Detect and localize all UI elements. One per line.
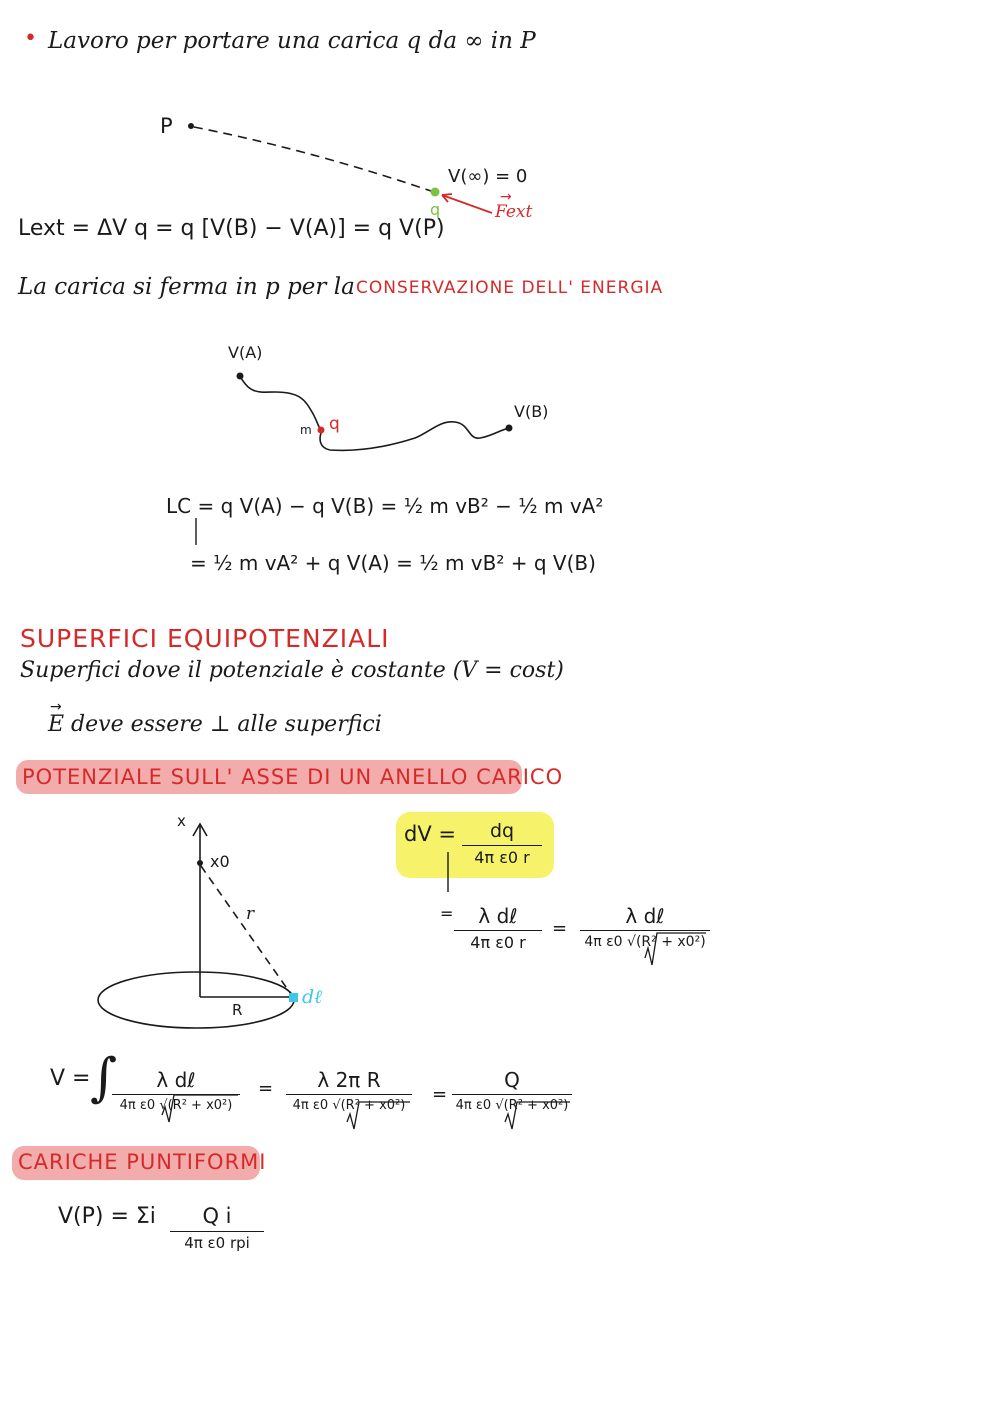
vp-fraction — [170, 1206, 264, 1251]
vp-num: Q i — [202, 1204, 232, 1228]
charge-q-dot — [431, 188, 440, 197]
moving-charge-label: q — [329, 414, 340, 434]
intro-text: Lavoro per portare una carica q da ∞ in P — [48, 28, 536, 54]
v-int-frac1 — [112, 1070, 240, 1112]
dv-cont-bar1 — [454, 930, 542, 931]
v-int-num2: λ 2π R — [317, 1068, 381, 1092]
point-a-label: V(A) — [228, 343, 263, 362]
energy-eq-line1: LC = q V(A) − q V(B) = ½ m vB² − ½ m vA² — [166, 494, 604, 518]
r-dashed-line — [201, 866, 293, 997]
force-vector-arrow: → — [500, 189, 512, 205]
vp-lhs: V(P) = Σi — [58, 1204, 156, 1229]
v-infinity-label: V(∞) = 0 — [448, 166, 528, 187]
dv-lhs: dV = — [404, 822, 456, 846]
force-arrow-line — [442, 195, 492, 213]
conservation-text: La carica si ferma in p per la — [18, 274, 355, 300]
point-charges-title: CARICHE PUNTIFORMI — [18, 1150, 267, 1174]
bullet: • — [24, 26, 37, 51]
dv-cont-den1: 4π ε0 r — [470, 933, 526, 952]
charge-q-label: q — [430, 200, 441, 219]
work-equation: Lext = ΔV q = q [V(B) − V(A)] = q V(P) — [18, 216, 445, 241]
v-int-num3: Q — [504, 1068, 520, 1092]
r-label: r — [246, 904, 255, 924]
equipotential-desc: Superfici dove il potenziale è costante (V = cost) — [20, 658, 564, 683]
dv-cont-den2: 4π ε0 √(R² + x0²) — [584, 934, 706, 950]
ring-ellipse — [98, 972, 294, 1028]
v-int-den1: 4π ε0 √(R² + x0²) — [119, 1098, 233, 1113]
v-int-eq1: = — [258, 1078, 274, 1099]
dashed-path-p-to-q — [194, 127, 434, 192]
mass-label: m — [300, 423, 312, 437]
dv-cont-num2: λ dℓ — [625, 904, 665, 928]
dv-cont-num1: λ dℓ — [478, 904, 518, 928]
v-int-num1: λ dℓ — [156, 1068, 196, 1092]
x0-label: x0 — [210, 852, 230, 871]
point-p-dot — [188, 123, 194, 129]
v-int-frac2 — [286, 1070, 412, 1112]
dv-cont-frac2 — [580, 906, 710, 949]
ring-title: POTENZIALE SULL' ASSE DI UN ANELLO CARICO — [22, 765, 564, 789]
dl-element — [289, 993, 298, 1002]
v-int-bar2 — [286, 1094, 412, 1095]
axis-x-label: x — [177, 812, 186, 830]
v-int-bar3 — [452, 1094, 572, 1095]
dv-num: dq — [489, 820, 515, 842]
dl-label: dℓ — [302, 986, 323, 1008]
point-p-label: P — [160, 114, 173, 138]
radius-label: R — [232, 1001, 243, 1019]
vp-den: 4π ε0 rpi — [184, 1234, 250, 1252]
v-int-den2: 4π ε0 √(R² + x0²) — [292, 1098, 406, 1113]
point-b-label: V(B) — [514, 402, 549, 421]
moving-charge-dot — [318, 427, 325, 434]
point-b-dot — [506, 425, 513, 432]
integral-sign: ∫ — [90, 1048, 118, 1108]
v-int-frac3 — [452, 1070, 572, 1112]
dv-cont-eq1: = — [440, 904, 454, 923]
e-vector-arrow: → — [50, 699, 62, 715]
v-int-bar1 — [112, 1094, 240, 1095]
equipotential-perp: E deve essere ⊥ alle superfici — [48, 712, 382, 737]
dv-fraction — [462, 822, 542, 866]
v-int-eq2: = — [432, 1084, 448, 1105]
dv-cont-frac1 — [454, 906, 542, 951]
wavy-path — [240, 376, 509, 450]
energy-eq-line2: = ½ m vA² + q V(A) = ½ m vB² + q V(B) — [190, 551, 596, 575]
force-label: Fext — [495, 202, 533, 222]
v-int-den3: 4π ε0 √(R² + x0²) — [455, 1098, 569, 1113]
vp-fraction-bar — [170, 1231, 264, 1232]
conservation-highlight: CONSERVAZIONE DELL' ENERGIA — [356, 278, 664, 298]
equipotential-title: SUPERFICI EQUIPOTENZIALI — [20, 624, 390, 653]
x0-dot — [197, 860, 203, 866]
dv-cont-eq2: = — [552, 918, 568, 939]
dv-cont-bar2 — [580, 930, 710, 931]
dv-den: 4π ε0 r — [474, 848, 530, 867]
dv-fraction-bar — [462, 845, 542, 846]
v-int-lhs: V = — [50, 1066, 91, 1091]
